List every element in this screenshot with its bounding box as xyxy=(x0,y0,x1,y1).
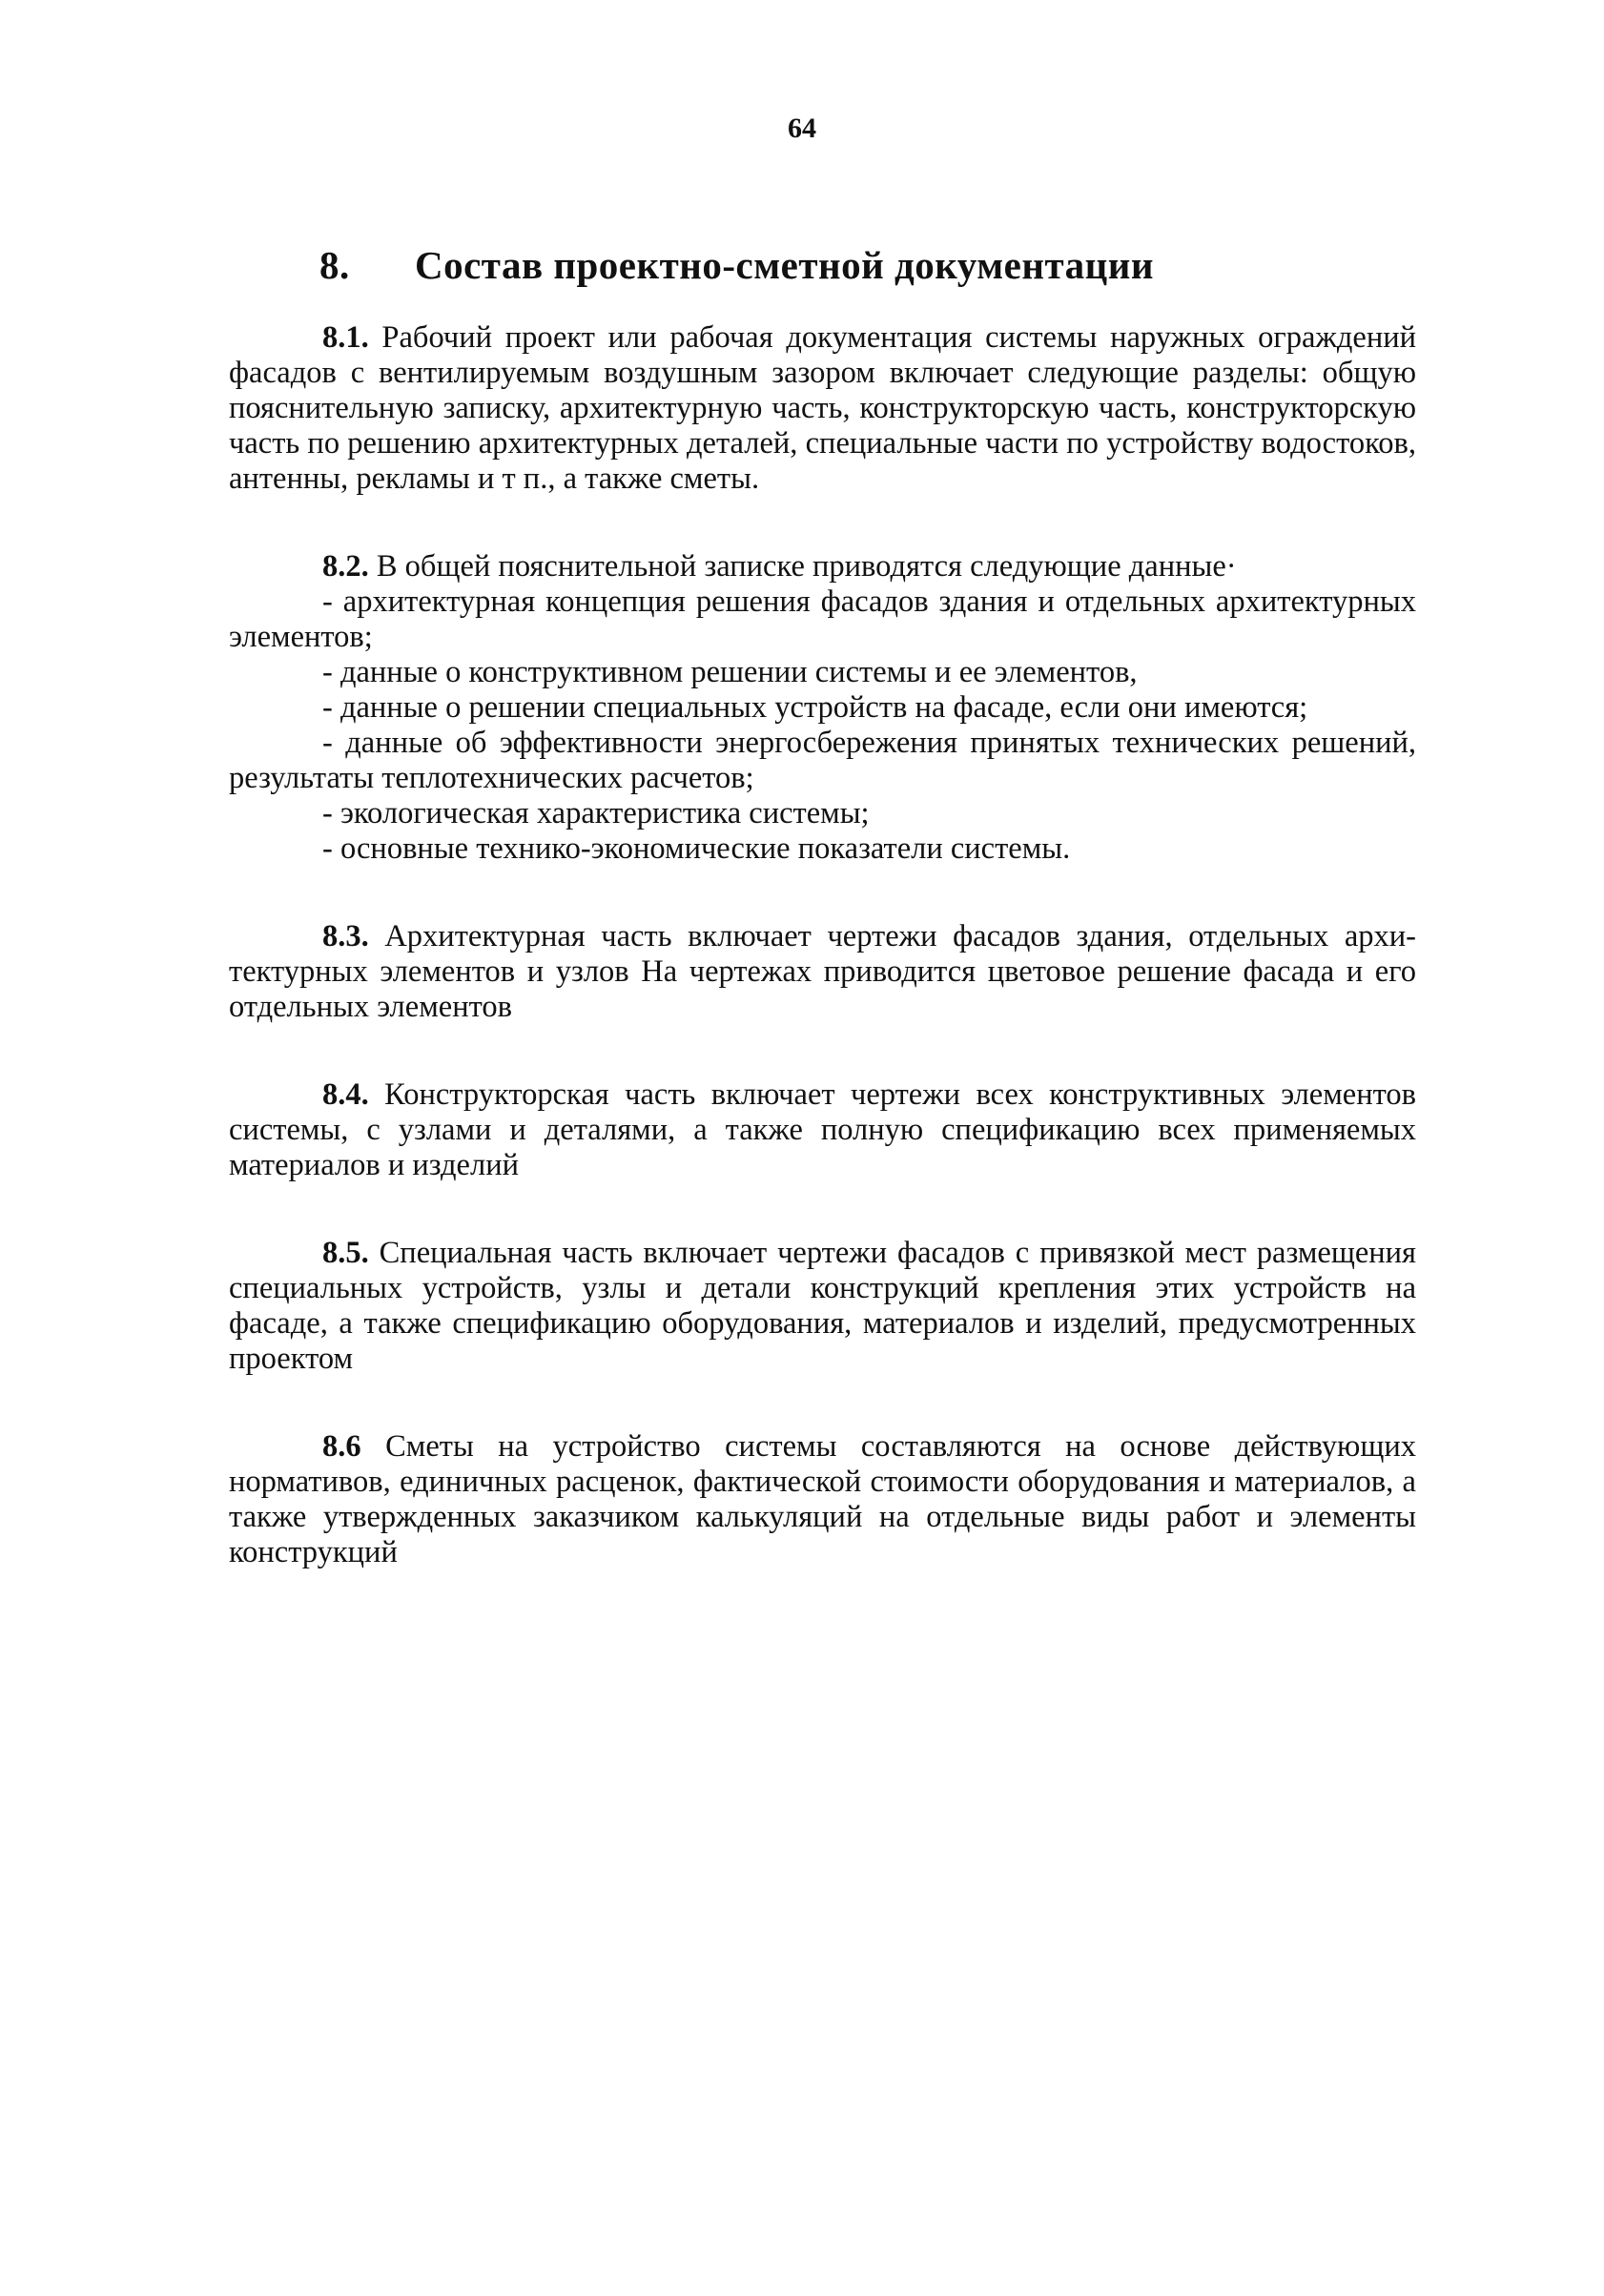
paragraph-text: В общей пояснительной записке приводятся следующие данные· xyxy=(368,549,1237,584)
paragraph-8-4 xyxy=(229,1077,1416,1183)
list-item: - данные о конструктивном решении системы и ее элементов, xyxy=(322,655,1138,689)
paragraph-8-6 xyxy=(229,1429,1416,1570)
paragraph-text: Специальная часть включает чертежи фасадов с привязкой мест размещения специальных устройств, узлы и детали конструкций крепления этих устройств на фасаде, а также спецификацию оборудования, материалов и изделий, предусмотренных проектом xyxy=(229,1236,1416,1376)
paragraph-text: Рабочий проект или рабочая документация системы наружных ограждений фасадов с вентилируемым воздушным зазором включает следующие разделы: общую пояснительную записку, архитектурную часть, конструкторскую часть, конструкторскую часть по решению архитектурных деталей, специальные части по устройству водостоков, антенны, рекламы и т п., а также сметы. xyxy=(229,320,1416,496)
paragraph-number: 8.6 xyxy=(322,1429,361,1464)
section-heading xyxy=(319,242,1416,288)
paragraph-8-2 xyxy=(229,549,1416,867)
paragraph-text: Сметы на устройство системы составляются на основе действующих нормативов, единичных расценок, фактической стоимости оборудования и материалов, а также утвержденных заказчиком калькуляций на отдельные виды работ и элементы конструкций xyxy=(229,1429,1416,1569)
paragraph xyxy=(229,549,1416,584)
paragraph xyxy=(229,320,1416,497)
paragraph-text: Конструкторская часть включает чертежи всех конструктивных элементов системы, с узлами и деталями, а также полную спецификацию всех применяемых материалов и изделий xyxy=(229,1077,1416,1182)
list-item: - данные о решении специальных устройств на фасаде, если они имеются; xyxy=(322,690,1308,725)
paragraph-number: 8.2. xyxy=(322,549,369,584)
paragraph xyxy=(229,1236,1416,1377)
paragraph-number: 8.5. xyxy=(322,1236,369,1270)
paragraph-number: 8.3. xyxy=(322,919,369,953)
paragraph-8-3 xyxy=(229,919,1416,1025)
paragraph-8-1 xyxy=(229,320,1416,497)
paragraph xyxy=(229,1429,1416,1570)
paragraph-8-5 xyxy=(229,1236,1416,1377)
section-heading-title: Состав проектно-сметной документации xyxy=(415,243,1154,287)
list-item: - данные об эффективности энергосбережения принятых технических решений, результаты теплотехнических расчетов; xyxy=(229,726,1416,795)
paragraph-text: Архитектурная часть включает чертежи фасадов здания, отдельных архитектурных элементов и узлов На чертежах приводится цветовое решение фасада и его отдельных элементов xyxy=(229,919,1416,1024)
paragraph-number: 8.4. xyxy=(322,1077,369,1112)
list-item: - архитектурная концепция решения фасадов здания и отдельных архитектурных элементов; xyxy=(229,584,1416,654)
body-text xyxy=(229,320,1416,1623)
section-heading-number: 8. xyxy=(319,243,350,287)
paragraph xyxy=(229,919,1416,1025)
paragraph xyxy=(229,1077,1416,1183)
list-item: - экологическая характеристика системы; xyxy=(322,796,870,830)
list-item: - основные технико-экономические показатели системы. xyxy=(322,831,1071,866)
page-number: 64 xyxy=(788,113,816,144)
paragraph-number: 8.1. xyxy=(322,320,369,355)
